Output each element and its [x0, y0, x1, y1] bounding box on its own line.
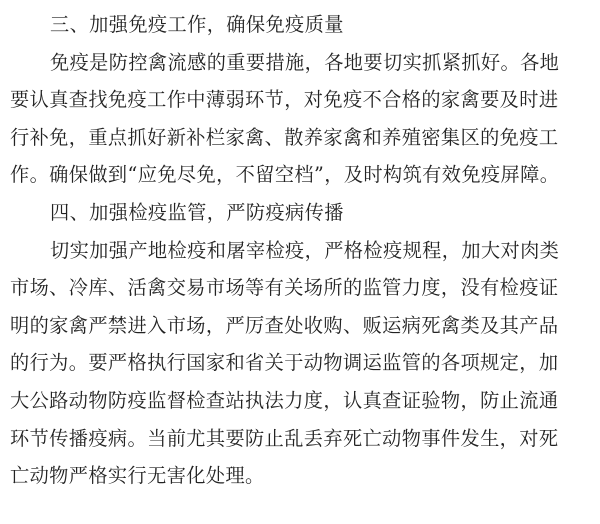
section-4-paragraph-line-1: 切实加强产地检疫和屠宰检疫，严格检疫规程，加大对肉类: [50, 238, 560, 262]
section-3-paragraph-line-3: 行补免，重点抓好新补栏家禽、散养家禽和养殖密集区的免疫工: [10, 125, 559, 149]
section-4-heading: 四、加强检疫监管，严防疫病传播: [50, 200, 344, 224]
section-3-paragraph-line-2: 要认真查找免疫工作中薄弱环节，对免疫不合格的家禽要及时进: [10, 88, 559, 112]
section-4-paragraph-line-6: 环节传播疫病。当前尤其要防止乱丢弃死亡动物事件发生，对死: [10, 426, 559, 450]
section-4-paragraph-line-3: 明的家禽严禁进入市场，严厉查处收购、贩运病死禽类及其产品: [10, 313, 559, 337]
section-4-paragraph-line-5: 大公路动物防疫监督检查站执法力度，认真查证验物，防止流通: [10, 388, 559, 412]
section-3-heading: 三、加强免疫工作，确保免疫质量: [50, 13, 344, 36]
section-3-paragraph-line-1: 免疫是防控禽流感的重要措施，各地要切实抓紧抓好。各地: [50, 50, 560, 74]
section-4-paragraph-line-7: 亡动物严格实行无害化处理。: [10, 464, 265, 488]
section-4-paragraph-line-4: 的行为。要严格执行国家和省关于动物调运监管的各项规定，加: [10, 351, 559, 375]
section-3-paragraph-line-4: 作。确保做到“应免尽免，不留空档”，及时构筑有效免疫屏障。: [10, 163, 560, 187]
section-4-paragraph-line-2: 市场、冷库、活禽交易市场等有关场所的监管力度，没有检疫证: [10, 276, 559, 300]
